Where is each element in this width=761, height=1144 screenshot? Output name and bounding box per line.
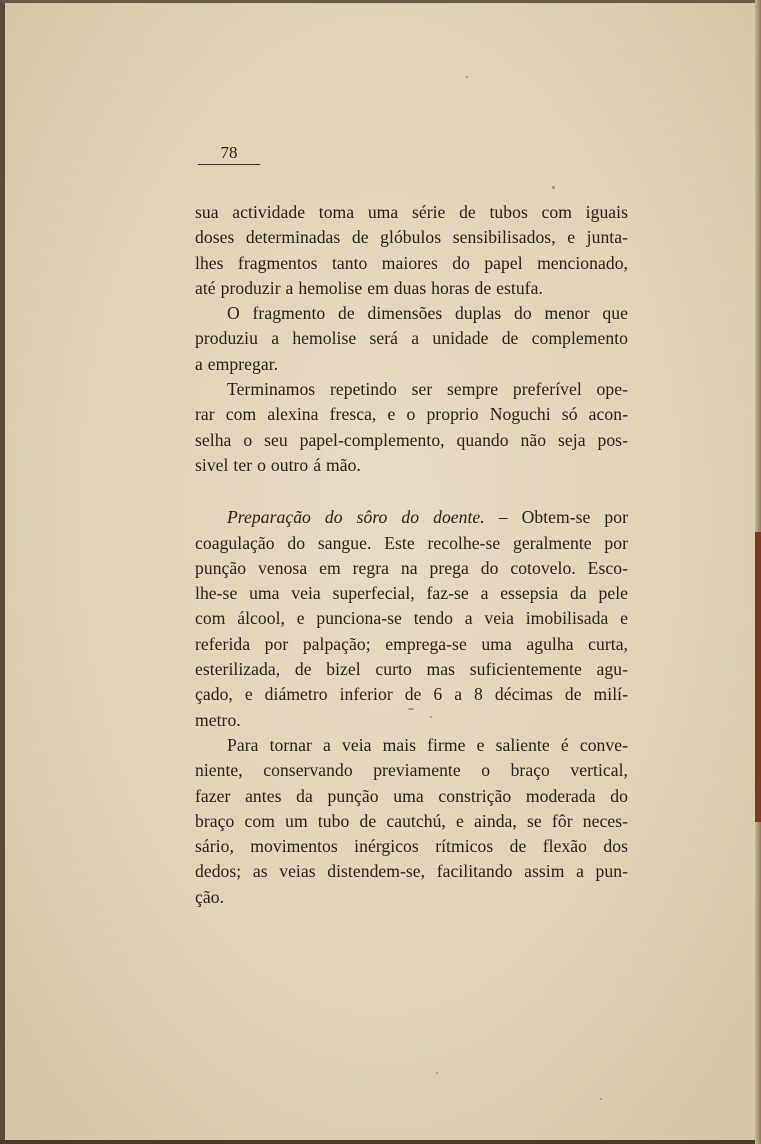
text-line: rar com alexina fresca, e o proprio Noguchi só acon- [195, 404, 628, 425]
paper-speck [600, 1098, 602, 1100]
page-bottom-edge [0, 1140, 761, 1144]
paragraph-2 [195, 301, 628, 377]
text-line: referida por palpação; emprega-se uma agulha curta, [195, 633, 628, 654]
page-right-tab-mark [755, 532, 761, 822]
page-body [195, 200, 628, 910]
section-gap [195, 478, 628, 505]
text-line: sário, movimentos inérgicos rítmicos de flexão dos [195, 836, 628, 857]
text-line: O fragmento de dimensões duplas do menor que [227, 303, 628, 324]
page-number: 78 [198, 143, 260, 165]
text-line: metro. [195, 709, 241, 730]
text-line: lhe-se uma veia superfecial, faz-se a essepsia da pele [195, 583, 628, 604]
paper-speck [466, 76, 468, 78]
paper-speck [436, 1072, 438, 1074]
text-line: selha o seu papel-complemento, quando não seja pos- [195, 429, 628, 450]
section-title: Preparação do sôro do doente. [227, 507, 485, 528]
text-line: a empregar. [195, 353, 279, 374]
text-line: braço com um tubo de cautchú, e ainda, se fôr neces- [195, 810, 628, 831]
text-line: com álcool, e punciona-se tendo a veia imobilisada e [195, 608, 628, 629]
section-first-line [195, 505, 628, 530]
text-line: Terminamos repetindo ser sempre preferível ope- [227, 379, 628, 400]
text-line: produziu a hemolise será a unidade de complemento [195, 328, 628, 349]
text-line: dedos; as veias distendem-se, facilitando assim a pun- [195, 861, 628, 882]
text-line: çado, e diámetro inferior de 6 a 8 décimas de milí- [195, 684, 628, 705]
text-line: lhes fragmentos tanto maiores do papel mencionado, [195, 252, 628, 273]
paper-speck [552, 186, 555, 189]
page-top-edge [0, 0, 761, 3]
paragraph-3 [195, 377, 628, 478]
text-line: coagulação do sangue. Este recolhe-se geralmente por [195, 532, 628, 553]
paragraph-1 [195, 200, 628, 301]
text-line: fazer antes da punção uma constrição moderada do [195, 785, 628, 806]
paragraph-final [195, 733, 628, 910]
text-line: niente, conservando previamente o braço vertical, [195, 760, 628, 781]
text-line: doses determinadas de glóbulos sensibilisados, e junta- [195, 227, 628, 248]
text-line: sua actividade toma uma série de tubos com iguais [195, 202, 628, 222]
text-line: sivel ter o outro á mão. [195, 454, 361, 475]
section-first-line-text: Obtem-se por [521, 507, 628, 528]
text-line: esterilizada, de bizel curto mas suficientemente agu- [195, 659, 628, 680]
text-line: punção venosa em regra na prega do cotovelo. Esco- [195, 557, 628, 578]
section-title-separator: – [484, 507, 522, 528]
text-line: ção. [195, 886, 225, 907]
page-left-edge [0, 0, 5, 1144]
text-line: até produzir a hemolise em duas horas de estufa. [195, 277, 543, 298]
text-line: Para tornar a veia mais firme e saliente é conve- [227, 734, 628, 755]
section-paragraph [195, 505, 628, 733]
